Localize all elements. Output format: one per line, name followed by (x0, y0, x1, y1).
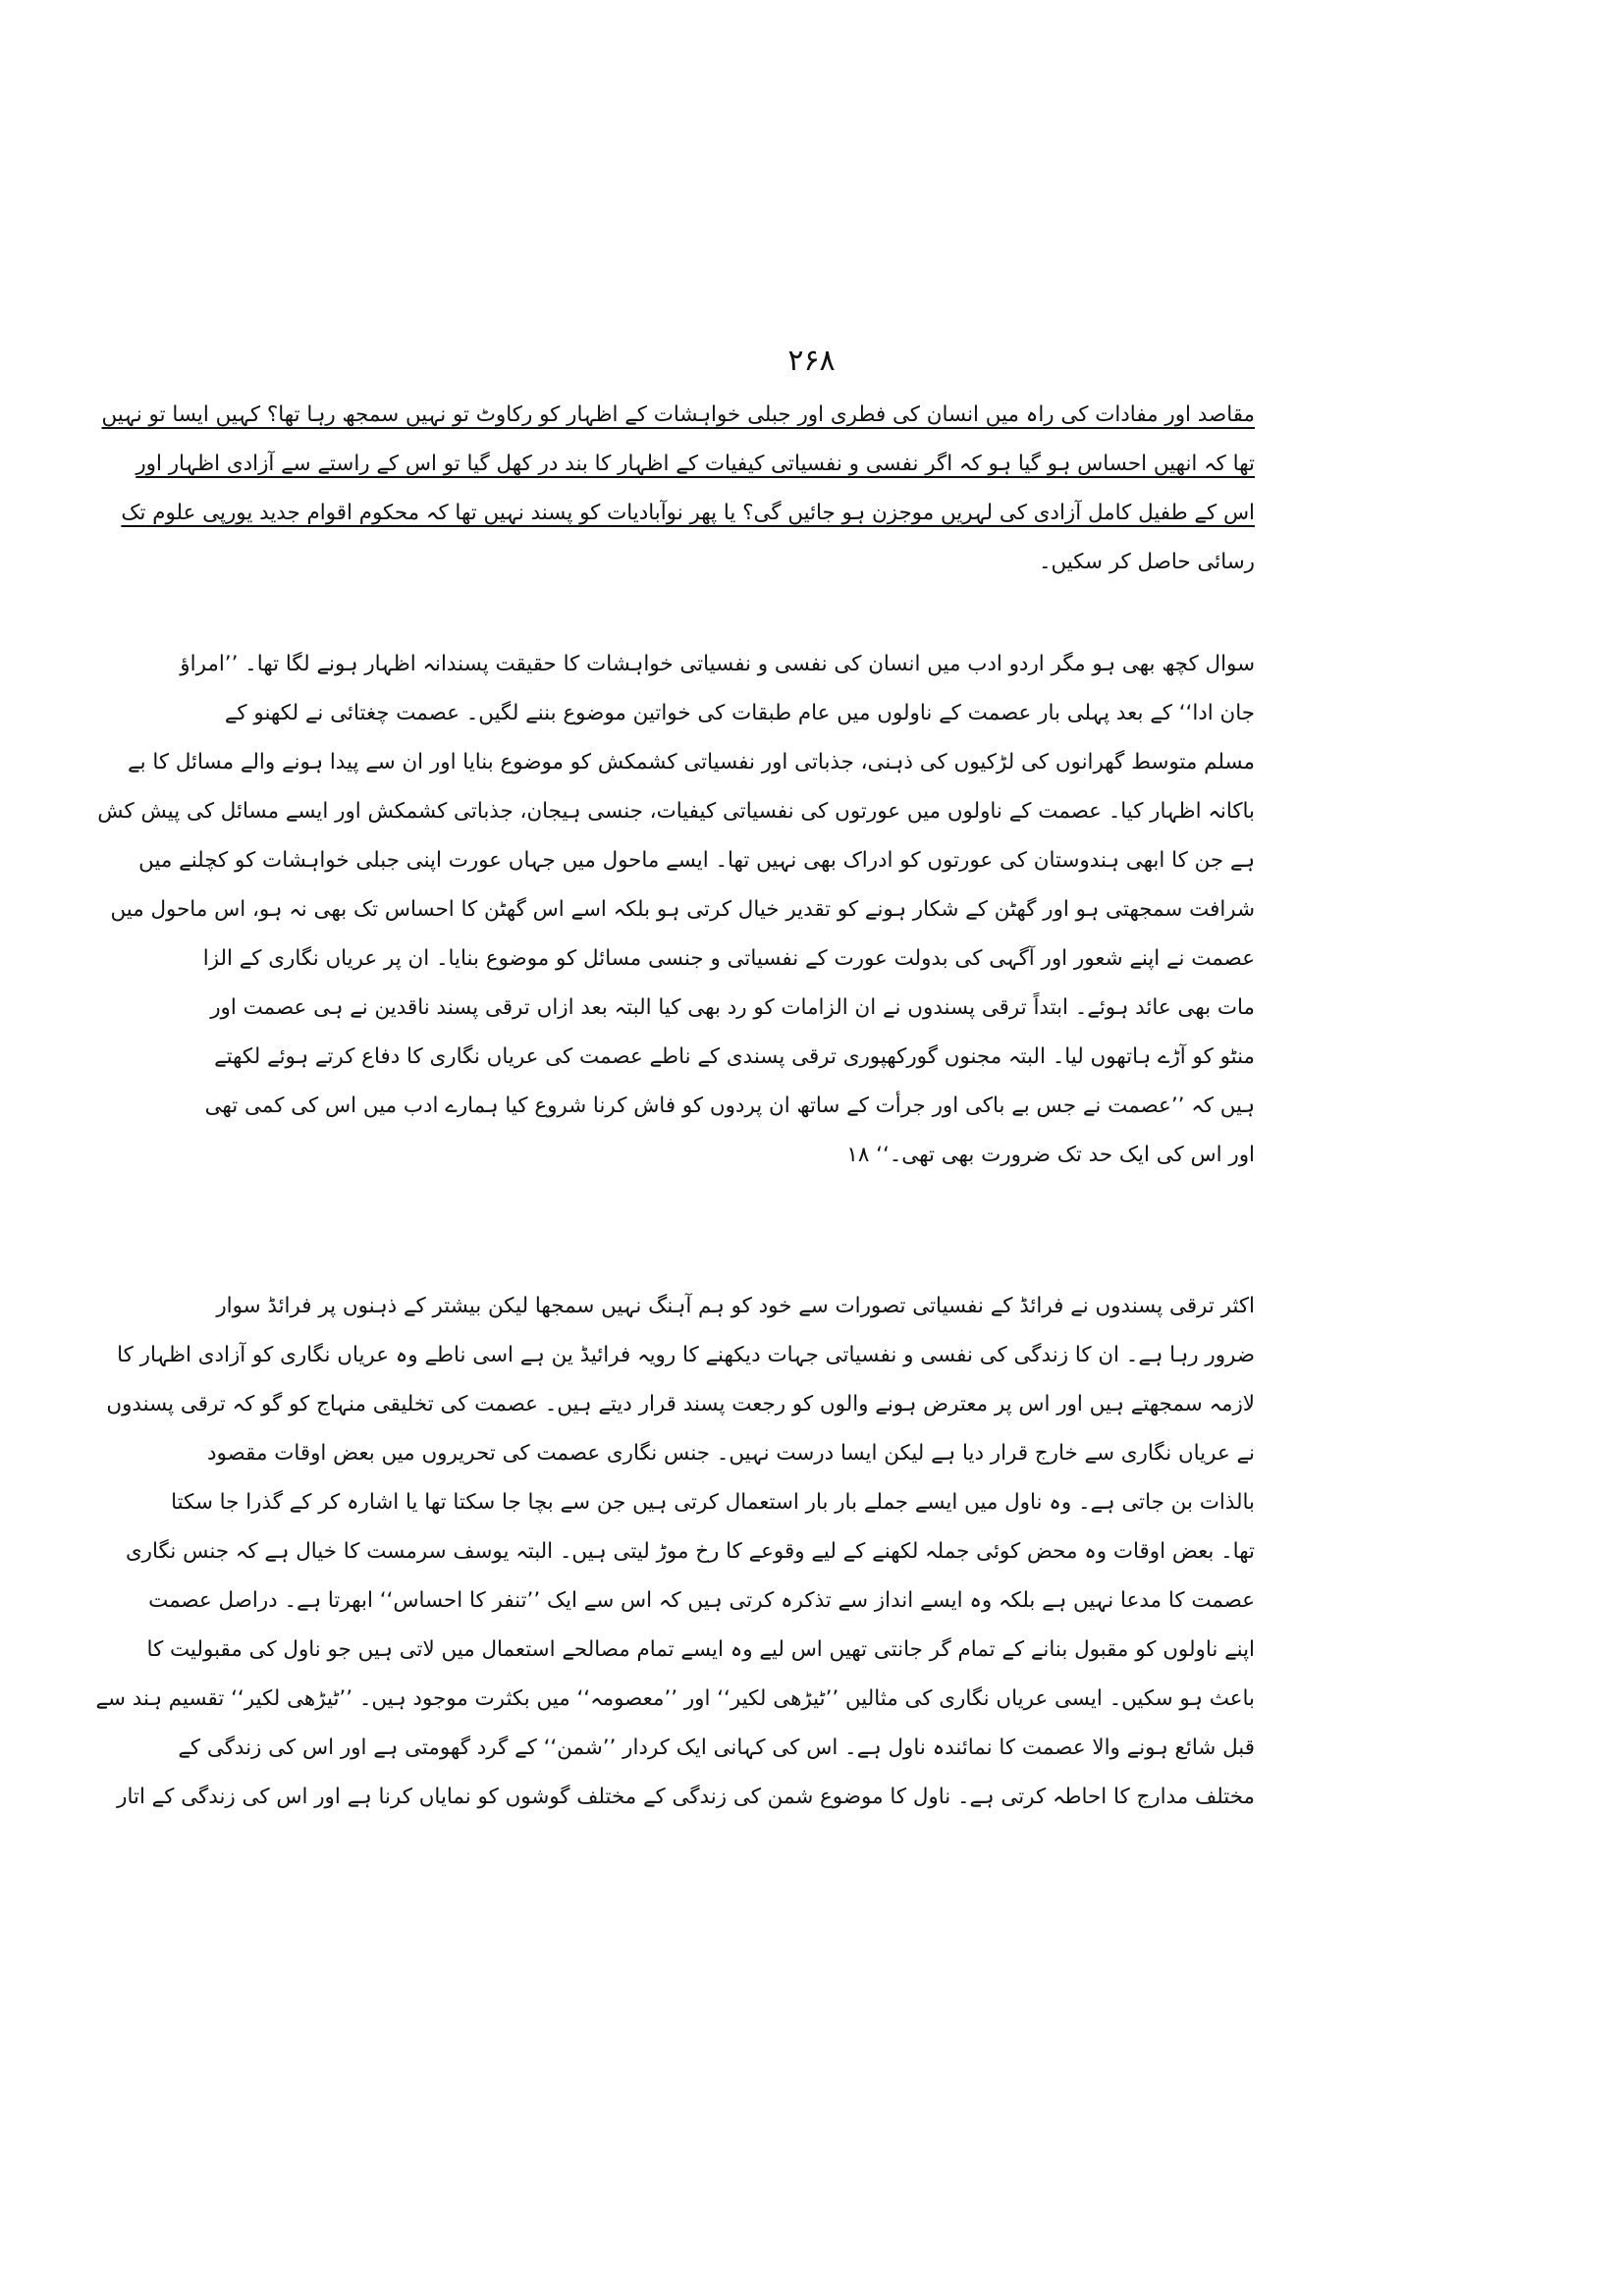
paragraph-line: عصمت کا مدعا نہیں ہے بلکہ وہ ایسے انداز سے تذکرہ کرتی ہیں کہ اس سے ایک ’’تنفر کا احساس‘‘ ابھرتا ہے۔ دراصل عصمت (148, 1588, 1255, 1613)
paragraph-line: نے عریاں نگاری سے خارج قرار دیا ہے لیکن ایسا درست نہیں۔ جنس نگاری عصمت کی تحریروں میں بعض اوقات مقصود (207, 1441, 1255, 1466)
paragraph-line: ہے جن کا ابھی ہندوستان کی عورتوں کو ادراک بھی نہیں تھا۔ ایسے ماحول میں جہاں عورت اپنی جبلی خواہشات کو کچلنے میں (138, 848, 1255, 873)
paragraph-line: تھا۔ بعض اوقات وہ محض کوئی جملہ لکھنے کے لیے وقوعے کا رخ موڑ لیتی ہیں۔ البتہ یوسف سرمست کا خیال ہے کہ جنس نگاری (125, 1539, 1255, 1564)
paragraph-2 (97, 640, 1255, 1180)
page-number: ۲۶۸ (787, 344, 836, 378)
paragraph-line: ضرور رہا ہے۔ ان کا زندگی کی نفسی و نفسیاتی جہات دیکھنے کا رویہ فرائیڈ ین ہے اسی ناطے وہ عریاں نگاری کو آزادی اظہار کا (117, 1343, 1255, 1367)
paragraph-line: بالذات بن جاتی ہے۔ وہ ناول میں ایسے جملے بار بار استعمال کرتی ہیں جن سے بچا جا سکتا تھا یا اشارہ کر کے گذرا جا سکتا (171, 1490, 1255, 1515)
paragraph-line: لازمہ سمجھتے ہیں اور اس پر معترض ہونے والوں کو رجعت پسند قرار دیتے ہیں۔ عصمت کی تخلیقی منہاج کو گو کہ ترقی پسندوں (106, 1392, 1255, 1416)
paragraph-line: عصمت نے اپنے شعور اور آگہی کی بدولت عورت کے نفسیاتی و جنسی مسائل کو موضوع بنایا۔ ان پر عریاں نگاری کے الزا (202, 946, 1255, 971)
paragraph-line: اکثر ترقی پسندوں نے فرائڈ کے نفسیاتی تصورات سے خود کو ہم آہنگ نہیں سمجھا لیکن بیشتر کے ذہنوں پر فرائڈ سوار (216, 1294, 1255, 1318)
paragraph-line: شرافت سمجھتی ہو اور گھٹن کے شکار ہونے کو تقدیر خیال کرتی ہو بلکہ اسے اس گھٹن کا احساس تک بھی نہ ہو، اس ماحول میں (110, 897, 1255, 922)
paragraph-line: مسلم متوسط گھرانوں کی لڑکیوں کی ذہنی، جذباتی اور نفسیاتی کشمکش کو موضوع بنایا اور ان سے پیدا ہونے والے مسائل کا بے (128, 750, 1255, 774)
paragraph-line: منٹو کو آڑے ہاتھوں لیا۔ البتہ مجنوں گورکھپوری ترقی پسندی کے ناطے عصمت کی عریاں نگاری کا دفاع کرتے ہوئے لکھتے (214, 1044, 1255, 1069)
paragraph-line: تھا کہ انھیں احساس ہو گیا ہو کہ اگر نفسی و نفسیاتی کیفیات کے اظہار کا بند در کھل گیا تو اس کے راستے سے آزادی اظہار اور (135, 452, 1255, 476)
paragraph-line: رسائی حاصل کر سکیں۔ (1038, 550, 1255, 574)
paragraph-line: جان ادا‘‘ کے بعد پہلی بار عصمت کے ناولوں میں عام طبقات کی خواتین موضوع بننے لگیں۔ عصمت چغتائی نے لکھنو کے (224, 701, 1255, 725)
paragraph-line: باکانہ اظہار کیا۔ عصمت کے ناولوں میں عورتوں کی نفسیاتی کیفیات، جنسی ہیجان، جذباتی کشمکش اور ایسے مسائل کی پیش کش (97, 799, 1255, 824)
paragraph-line: اپنے ناولوں کو مقبول بنانے کے تمام گر جانتی تھیں اس لیے وہ ایسے تمام مصالحے استعمال میں لاتی ہیں جو ناول کی مقبولیت کا (146, 1637, 1255, 1662)
paragraph-line: مات بھی عائد ہوئے۔ ابتداً ترقی پسندوں نے ان الزامات کو رد بھی کیا البتہ بعد ازاں ترقی پسند ناقدین نے ہی عصمت اور (210, 995, 1255, 1020)
paragraph-line: مختلف مدارج کا احاطہ کرتی ہے۔ ناول کا موضوع شمن کی زندگی کے مختلف گوشوں کو نمایاں کرنا ہے اور اس کی زندگی کے اتار (117, 1785, 1255, 1809)
paragraph-line: باعث ہو سکیں۔ ایسی عریاں نگاری کی مثالیں ’’ٹیڑھی لکیر‘‘ اور ’’معصومہ‘‘ میں بکثرت موجود ہیں۔ ’’ٹیڑھی لکیر‘‘ تقسیم ہند سے (95, 1686, 1255, 1711)
paragraph-1 (101, 391, 1255, 587)
paragraph-line: ہیں کہ ’’عصمت نے جس بے باکی اور جرأت کے ساتھ ان پردوں کو فاش کرنا شروع کیا ہمارے ادب میں اس کی کمی تھی (204, 1094, 1255, 1118)
paragraph-line: اور اس کی ایک حد تک ضرورت بھی تھی۔‘‘ ۱۸ (846, 1143, 1255, 1167)
paragraph-line: مقاصد اور مفادات کی راہ میں انسان کی فطری اور جبلی خواہشات کے اظہار کو رکاوٹ تو نہیں سمجھ رہا تھا؟ کہیں ایسا تو نہیں (101, 402, 1255, 427)
paragraph-line: سوال کچھ بھی ہو مگر اردو ادب میں انسان کی نفسی و نفسیاتی خواہشات کا حقیقت پسندانہ اظہار ہونے لگا تھا۔ ’’امراؤ (180, 652, 1255, 676)
paragraph-3 (95, 1282, 1255, 1822)
paragraph-line: قبل شائع ہونے والا عصمت کا نمائندہ ناول ہے۔ اس کی کہانی ایک کردار ’’شمن‘‘ کے گرد گھومتی ہے اور اس کی زندگی کے (178, 1735, 1255, 1760)
paragraph-line: اس کے طفیل کامل آزادی کی لہریں موجزن ہو جائیں گی؟ یا پھر نوآبادیات کو پسند نہیں تھا کہ محکوم اقوام جدید یورپی علوم تک (121, 501, 1255, 525)
